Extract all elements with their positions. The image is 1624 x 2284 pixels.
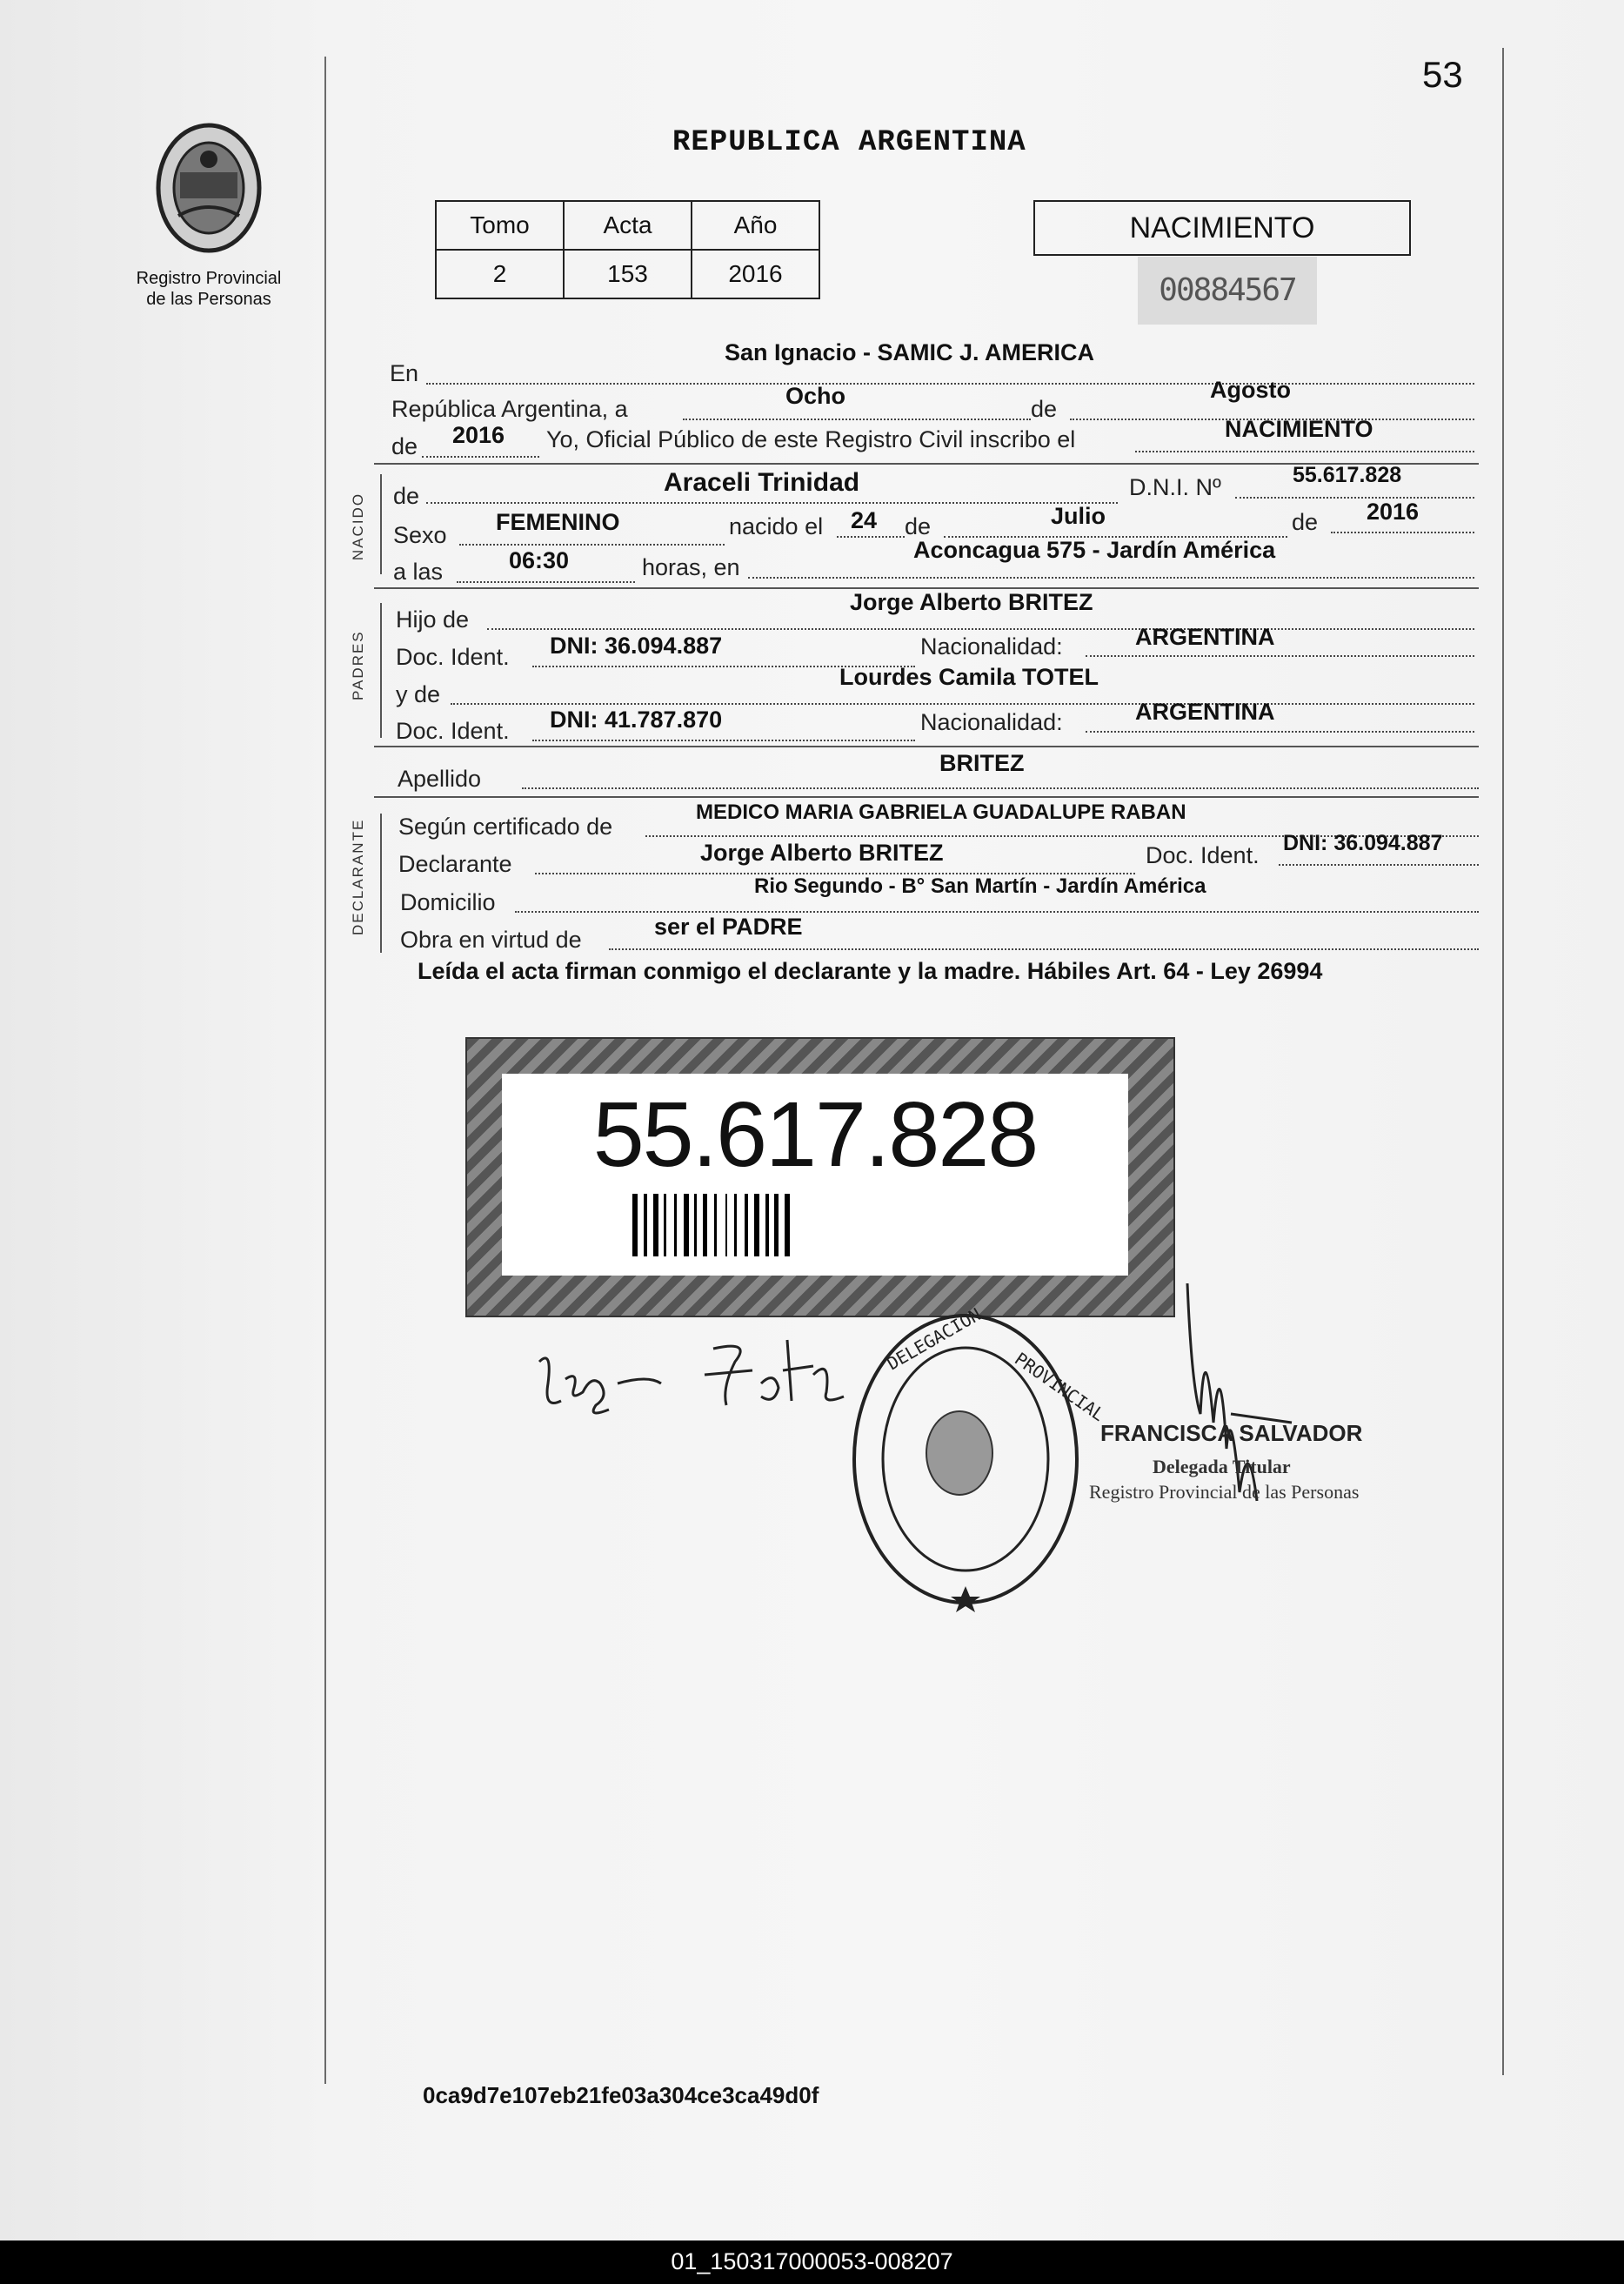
mother-doc-line	[532, 740, 915, 741]
month-value: Agosto	[1210, 377, 1291, 403]
nacido-de-label2: de	[905, 513, 932, 539]
apellido-value: BRITEZ	[939, 750, 1025, 776]
barcode-bar	[632, 1194, 638, 1256]
de2-label: de	[391, 433, 418, 459]
birth-month: Julio	[1051, 503, 1106, 529]
padres-side-line	[380, 603, 382, 738]
declarante-side-line	[380, 814, 382, 953]
barcode-bar	[694, 1194, 697, 1256]
barcode-bar	[745, 1194, 748, 1256]
barcode-bar	[703, 1194, 707, 1256]
y-de-label: y de	[396, 681, 441, 707]
barcode-bar	[714, 1194, 717, 1256]
day-line	[683, 419, 1031, 420]
barcode-bar	[684, 1194, 689, 1256]
right-margin-line	[1502, 48, 1504, 2075]
barcode-bar	[653, 1194, 658, 1256]
dni-label: D.N.I. Nº	[1129, 474, 1221, 500]
father-nationality: ARGENTINA	[1135, 624, 1275, 650]
registry-caption	[113, 268, 304, 310]
barcode-bar	[765, 1194, 769, 1256]
nacido-side-line	[380, 474, 382, 574]
act-type-line	[1135, 451, 1474, 452]
sexo-label: Sexo	[393, 522, 447, 548]
place-line	[426, 383, 1474, 385]
child-dni: 55.617.828	[1293, 463, 1402, 487]
nacido-el-label: nacido el	[729, 513, 824, 539]
anio-header: Año	[692, 201, 819, 250]
decl-doc-value: DNI: 36.094.887	[1283, 831, 1443, 855]
barcode-bar	[674, 1194, 677, 1256]
father-nat-line	[1086, 655, 1474, 657]
tomo-value: 2	[436, 250, 564, 298]
separator-4	[374, 796, 1479, 798]
birth-year-line	[1331, 532, 1474, 533]
hijo-de-label: Hijo de	[396, 606, 470, 633]
domicilio-label: Domicilio	[400, 889, 496, 915]
obra-label: Obra en virtud de	[400, 927, 582, 953]
document-title: REPUBLICA ARGENTINA	[672, 126, 1026, 159]
acta-value: 153	[564, 250, 692, 298]
page-number: 53	[1422, 54, 1463, 95]
official-name: FRANCISCA SALVADOR	[1100, 1420, 1363, 1446]
father-doc-label: Doc. Ident.	[396, 644, 510, 670]
declarante-label: Declarante	[398, 851, 512, 877]
cert-label: Según certificado de	[398, 814, 613, 840]
serial-number: 00884567	[1138, 257, 1317, 325]
barcode-bar	[664, 1194, 666, 1256]
mother-nat-label: Nacionalidad:	[920, 709, 1063, 735]
domicilio-value: Rio Segundo - B° San Martín - Jardín América	[754, 874, 1206, 898]
padres-side-label: PADRES	[350, 630, 366, 700]
barcode-bar	[785, 1194, 790, 1256]
name-line	[426, 502, 1118, 504]
reference-table	[435, 200, 820, 299]
apellido-line	[522, 787, 1479, 789]
official-org: Registro Provincial de las Personas	[1089, 1481, 1360, 1503]
horas-label: horas, en	[642, 554, 740, 580]
year-line	[422, 456, 539, 458]
father-name: Jorge Alberto BRITEZ	[850, 589, 1093, 615]
birth-day-line	[837, 536, 905, 538]
dni-sticker	[465, 1037, 1175, 1317]
registry-caption-line1: Registro Provincial	[136, 269, 282, 288]
nacido-side-label: NACIDO	[350, 492, 366, 561]
svg-text:PROVINCIAL: PROVINCIAL	[1011, 1348, 1109, 1426]
domicilio-line	[515, 911, 1479, 913]
birth-address-line	[748, 577, 1474, 579]
mother-line	[451, 703, 1474, 705]
obra-value: ser el PADRE	[654, 914, 803, 940]
declarante-side-label: DECLARANTE	[350, 818, 366, 935]
barcode-bar	[644, 1194, 647, 1256]
place-value: San Ignacio - SAMIC J. AMERICA	[725, 339, 1095, 365]
tomo-header: Tomo	[436, 201, 564, 250]
official-oval-stamp	[848, 1303, 1109, 1610]
left-margin-line	[324, 57, 326, 2084]
act-type-value: NACIMIENTO	[1225, 416, 1373, 442]
barcode-bar	[725, 1194, 727, 1256]
sticker-number: 55.617.828	[592, 1083, 1038, 1186]
footer-bar	[0, 2240, 1624, 2284]
father-line	[487, 628, 1474, 630]
barcode	[632, 1194, 998, 1256]
time-line	[457, 581, 635, 583]
year-value: 2016	[452, 422, 505, 448]
birth-day: 24	[851, 507, 878, 533]
birth-address: Aconcagua 575 - Jardín América	[913, 537, 1276, 563]
sexo-value: FEMENINO	[496, 509, 620, 535]
de-label: de	[1031, 396, 1058, 422]
mother-doc-label: Doc. Ident.	[396, 718, 510, 744]
official-role: Delegada Titular	[1153, 1456, 1291, 1477]
birth-time: 06:30	[509, 547, 570, 573]
province-seal-logo	[144, 111, 274, 268]
anio-value: 2016	[692, 250, 819, 298]
father-doc: DNI: 36.094.887	[550, 633, 723, 659]
child-name: Araceli Trinidad	[664, 468, 860, 497]
footer-code: 01_150317000053-008207	[671, 2248, 953, 2274]
republica-label: República Argentina, a	[391, 396, 628, 422]
barcode-bar	[774, 1194, 779, 1256]
declarante-value: Jorge Alberto BRITEZ	[700, 840, 944, 866]
mother-name: Lourdes Camila TOTEL	[839, 664, 1099, 690]
acta-header: Acta	[564, 201, 692, 250]
nacido-de-label3: de	[1292, 509, 1319, 535]
decl-doc-line	[1279, 864, 1479, 866]
barcode-bar	[754, 1194, 759, 1256]
en-label: En	[390, 360, 419, 386]
sticker-inner	[502, 1074, 1128, 1276]
cert-value: MEDICO MARIA GABRIELA GUADALUPE RABAN	[696, 800, 1186, 824]
doc-type-box: NACIMIENTO	[1033, 200, 1411, 256]
obra-line	[609, 948, 1479, 950]
mother-nat-line	[1086, 731, 1474, 733]
dni-line	[1235, 497, 1474, 499]
registry-caption-line2: de las Personas	[146, 290, 271, 309]
father-nat-label: Nacionalidad:	[920, 633, 1063, 660]
mother-nationality: ARGENTINA	[1135, 699, 1275, 725]
barcode-bar	[734, 1194, 737, 1256]
declarant-signature-image	[526, 1323, 848, 1427]
closing-text: Leída el acta firman conmigo el declarante y la madre. Hábiles Art. 64 - Ley 26994	[418, 958, 1323, 984]
svg-text:DELEGACION: DELEGACION	[883, 1303, 985, 1375]
birth-year: 2016	[1367, 499, 1420, 525]
day-value: Ocho	[785, 383, 846, 409]
apellido-label: Apellido	[398, 766, 482, 792]
document-hash: 0ca9d7e107eb21fe03a304ce3ca49d0f	[423, 2082, 819, 2108]
nacido-de-label: de	[393, 483, 420, 509]
separator-3	[374, 746, 1479, 747]
decl-doc-label: Doc. Ident.	[1146, 842, 1260, 868]
alas-label: a las	[393, 559, 444, 585]
oficial-text: Yo, Oficial Público de este Registro Civil inscribo el	[546, 426, 1076, 452]
sexo-line	[459, 544, 725, 546]
mother-doc: DNI: 41.787.870	[550, 707, 723, 733]
